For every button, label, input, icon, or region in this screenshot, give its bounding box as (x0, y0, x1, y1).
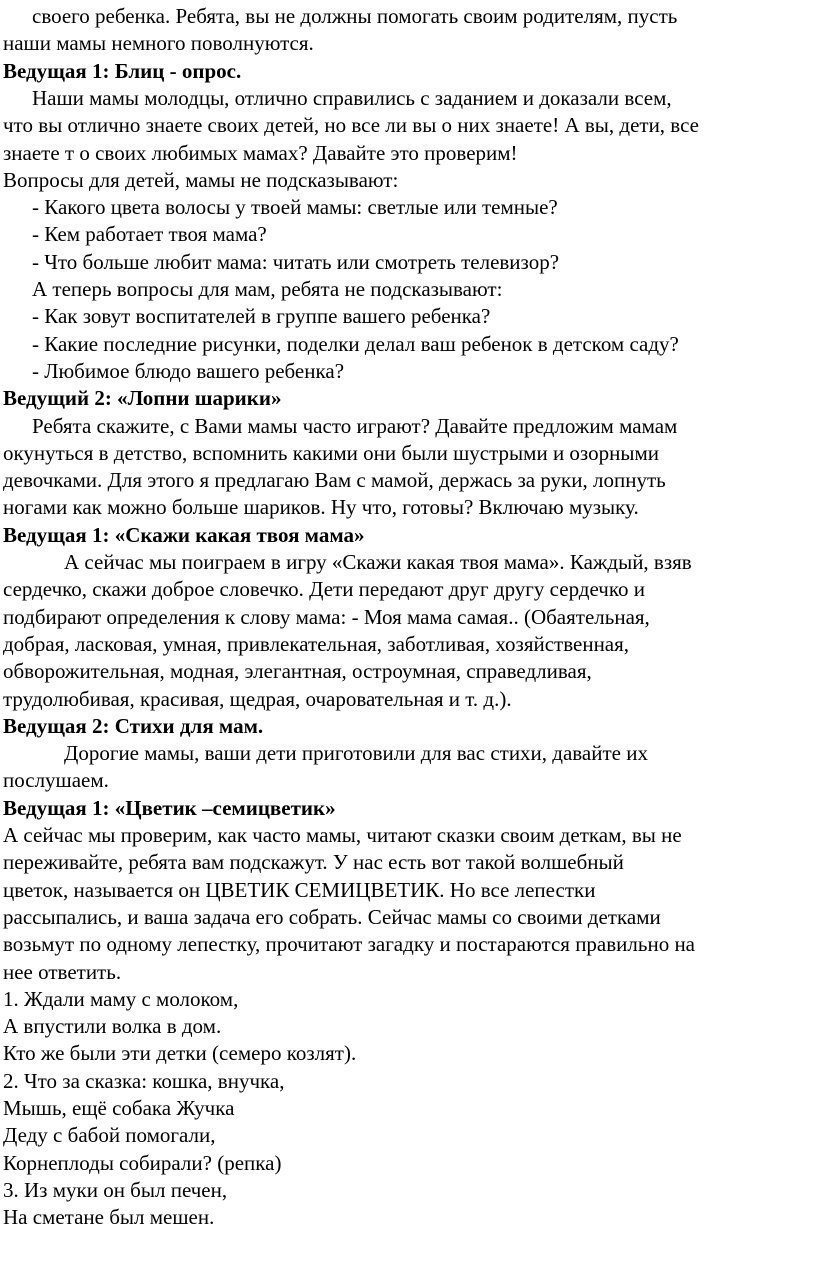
text-line: переживайте, ребята вам подскажут. У нас есть вот такой волшебный (3, 850, 624, 875)
text-line: ногами как можно больше шариков. Ну что, готовы? Включаю музыку. (3, 495, 639, 520)
section-heading: Ведущая 1: «Скажи какая твоя мама» (3, 522, 365, 547)
text-line: 1. Ждали маму с молоком, (3, 986, 239, 1011)
text-line: Деду с бабой помогали, (3, 1123, 216, 1148)
text-line: А впустили волка в дом. (3, 1014, 222, 1039)
text-line: Кто же были эти детки (семеро козлят). (3, 1041, 357, 1066)
section-heading: Ведущая 1: Блиц - опрос. (3, 58, 242, 83)
text-line: Корнеплоды собирали? (репка) (3, 1150, 282, 1175)
text-line: возьмут по одному лепестку, прочитают загадку и постараются правильно на (3, 932, 696, 957)
text-line: Мышь, ещё собака Жучка (3, 1096, 235, 1120)
text-line: - Как зовут воспитателей в группе вашего ребенка? (32, 304, 491, 329)
section-heading: Ведущая 1: «Цветик –семицветик» (3, 795, 336, 820)
text-line: нее ответить. (3, 959, 122, 984)
text-line: 3. Из муки он был печен, (3, 1177, 228, 1202)
section-heading: Ведущий 2: «Лопни шарики» (3, 386, 282, 411)
text-line: послушаем. (3, 768, 109, 793)
text-line: наши мамы немного поволнуются. (3, 31, 314, 56)
text-line: что вы отлично знаете своих детей, но все ли вы о них знаете! А вы, дети, все (3, 113, 699, 138)
text-line: окунуться в детство, вспомнить какими они были шустрыми и озорными (3, 440, 659, 465)
text-line: Ребята скажите, с Вами мамы часто играют? Давайте предложим мамам (32, 413, 678, 438)
section-heading: Ведущая 2: Стихи для мам. (3, 713, 264, 738)
text-line: девочками. Для этого я предлагаю Вам с мамой, держась за руки, лопнуть (3, 468, 666, 493)
text-line: А теперь вопросы для мам, ребята не подсказывают: (32, 277, 503, 301)
text-line: добрая, ласковая, умная, привлекательная, заботливая, хозяйственная, (3, 631, 630, 656)
text-line: своего ребенка. Ребята, вы не должны помогать своим родителям, пусть (32, 4, 678, 28)
text-line: - Какие последние рисунки, поделки делал ваш ребенок в детском саду? (32, 331, 679, 356)
text-line: - Что больше любит мама: читать или смотреть телевизор? (32, 249, 560, 274)
text-line: трудолюбивая, красивая, щедрая, очаровательная и т. д.). (3, 686, 512, 711)
text-line: Наши мамы молодцы, отлично справились с заданием и доказали всем, (32, 85, 672, 110)
text-line: А сейчас мы проверим, как часто мамы, читают сказки своим деткам, вы не (3, 823, 682, 847)
text-line: - Какого цвета волосы у твоей мамы: светлые или темные? (32, 195, 558, 220)
text-line: - Кем работает твоя мама? (32, 222, 267, 247)
text-line: рассыпались, и ваша задача его собрать. Сейчас мамы со своими детками (3, 904, 661, 929)
text-line: сердечко, скажи доброе словечко. Дети передают друг другу сердечко и (3, 577, 645, 602)
text-line: цветок, называется он ЦВЕТИК СЕМИЦВЕТИК. Но все лепестки (3, 877, 596, 902)
text-line: А сейчас мы поиграем в игру «Скажи какая твоя мама». Каждый, взяв (64, 550, 692, 574)
text-line: 2. Что за сказка: кошка, внучка, (3, 1068, 285, 1093)
text-line: - Любимое блюдо вашего ребенка? (32, 358, 345, 383)
text-line: подбирают определения к слову мама: - Моя мама самая.. (Обаятельная, (3, 604, 650, 629)
text-line: Дорогие мамы, ваши дети приготовили для вас стихи, давайте их (64, 741, 648, 766)
text-line: знаете т о своих любимых мамах? Давайте это проверим! (3, 140, 518, 165)
text-line: На сметане был мешен. (3, 1205, 215, 1230)
text-line: обворожительная, модная, элегантная, остроумная, справедливая, (3, 659, 592, 684)
text-line: Вопросы для детей, мамы не подсказывают: (3, 167, 399, 192)
